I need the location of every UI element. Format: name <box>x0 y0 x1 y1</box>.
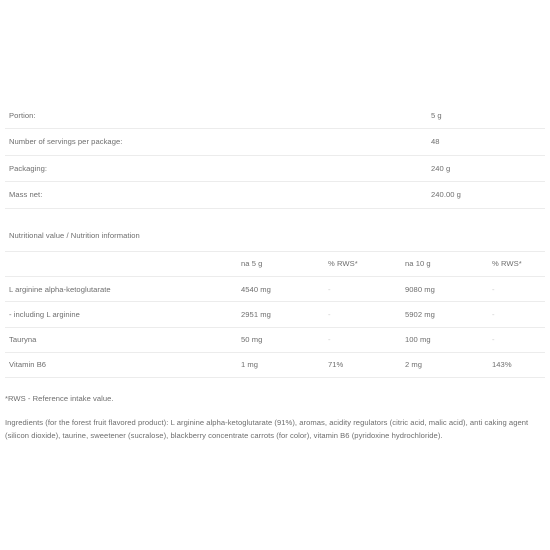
info-row-mass-net <box>5 182 545 209</box>
info-row-portion <box>5 102 545 129</box>
nutrient-name: - including L arginine <box>9 309 80 319</box>
header-cell: na 5 g <box>241 259 263 269</box>
rws-footnote: *RWS - Reference intake value. <box>5 393 114 403</box>
nutrient-value: 4540 mg <box>241 284 271 294</box>
nutrient-name: Vitamin B6 <box>9 360 47 370</box>
nutrient-rws: - <box>328 284 331 294</box>
info-value: 240 g <box>431 163 451 173</box>
info-row-packaging <box>5 155 545 182</box>
header-cell: na 10 g <box>405 259 431 269</box>
info-value: 5 g <box>431 110 442 120</box>
nutrition-row <box>5 327 545 352</box>
product-info-table <box>5 102 545 209</box>
nutrition-row <box>5 352 545 377</box>
info-label: Number of servings per package: <box>9 137 123 147</box>
nutrient-rws: 143% <box>492 360 512 370</box>
nutrient-value: 50 mg <box>241 335 263 345</box>
header-cell <box>5 252 237 277</box>
nutrient-value: 2951 mg <box>241 309 271 319</box>
info-row-servings <box>5 129 545 156</box>
info-value: 48 <box>431 137 440 147</box>
nutrient-value: 2 mg <box>405 360 423 370</box>
nutrient-rws: - <box>492 335 495 345</box>
product-specification <box>5 102 545 442</box>
info-label: Mass net: <box>9 190 43 200</box>
nutrition-row <box>5 277 545 302</box>
nutrition-row <box>5 302 545 327</box>
nutrient-rws: - <box>492 309 495 319</box>
nutrient-rws: 71% <box>328 360 344 370</box>
info-label: Packaging: <box>9 163 48 173</box>
nutrient-rws: - <box>328 335 331 345</box>
nutrient-name: Tauryna <box>9 335 37 345</box>
header-cell: % RWS* <box>492 259 522 269</box>
info-value: 240.00 g <box>431 190 461 200</box>
nutrient-rws: - <box>328 309 331 319</box>
nutrient-value: 5902 mg <box>405 309 435 319</box>
nutrition-header-row <box>5 252 545 277</box>
ingredients-text: Ingredients (for the forest fruit flavored product): L arginine alpha-ketoglutarate (91%), aromas, acidity regulators (citric acid, malic acid), anti caking agent (silicon dioxide), taurine, sweetener (sucralose), blackberry concentrate carrots (for color), vitamin B6 (pyridoxine hydrochloride). <box>5 417 529 440</box>
nutrition-table <box>5 252 545 378</box>
nutrient-value: 1 mg <box>241 360 259 370</box>
info-label: Portion: <box>9 110 36 120</box>
nutrition-section-title: Nutritional value / Nutrition information <box>5 221 545 252</box>
nutrient-value: 100 mg <box>405 335 431 345</box>
nutrient-rws: - <box>492 284 495 294</box>
header-cell: % RWS* <box>328 259 358 269</box>
nutrient-value: 9080 mg <box>405 284 435 294</box>
nutrient-name: L arginine alpha-ketoglutarate <box>9 284 111 294</box>
